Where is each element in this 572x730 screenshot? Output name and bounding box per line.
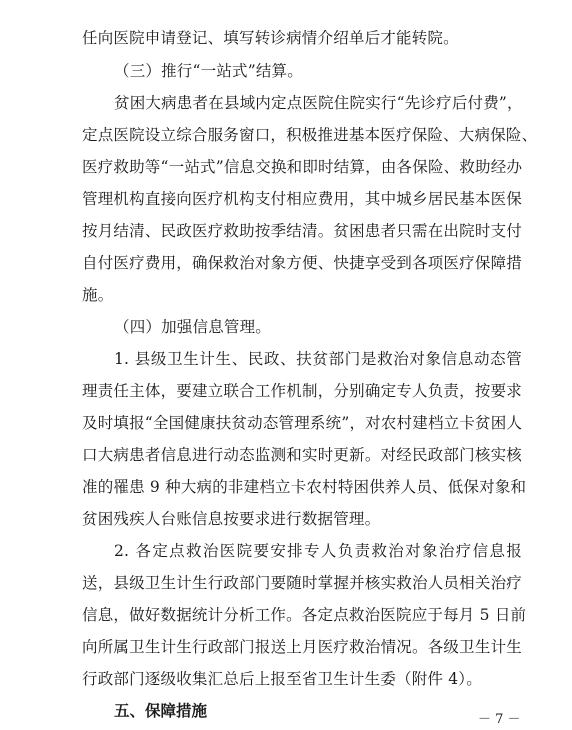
paragraph-line: 行政部门逐级收集汇总后上报至省卫生计生委（附件 4）。 <box>82 670 482 688</box>
section-heading: 五、保障措施 <box>114 702 208 720</box>
paragraph-line: 贫困残疾人台账信息按要求进行数据管理。 <box>82 510 381 528</box>
paragraph-line: 2. 各定点救治医院要安排专人负责救治对象治疗信息报 <box>114 542 522 560</box>
paragraph-line: 1. 县级卫生计生、民政、扶贫部门是救治对象信息动态管 <box>114 350 522 368</box>
paragraph-line: 送，县级卫生计生行政部门要随时掌握并核实救治人员相关治疗 <box>82 574 522 592</box>
paragraph-line: 理责任主体，要建立联合工作机制，分别确定专人负责，按要求 <box>82 382 522 400</box>
page-number: － 7 － <box>478 712 521 727</box>
paragraph-line: 向所属卫生计生行政部门报送上月医疗救治情况。各级卫生计生 <box>82 638 522 656</box>
paragraph-line: 自付医疗费用，确保救治对象方便、快捷享受到各项医疗保障措 <box>82 254 522 272</box>
paragraph-line: 口大病患者信息进行动态监测和实时更新。对经民政部门核实核 <box>82 446 522 464</box>
paragraph-line: 医疗救助等“一站式”信息交换和即时结算，由各保险、救助经办 <box>82 158 523 176</box>
paragraph-line: 准的罹患 9 种大病的非建档立卡农村特困供养人员、低保对象和 <box>82 478 527 496</box>
paragraph-line: 任向医院申请登记、填写转诊病情介绍单后才能转院。 <box>82 29 459 47</box>
subsection-heading: （四）加强信息管理。 <box>114 318 272 336</box>
paragraph-line: 管理机构直接向医疗机构支付相应费用，其中城乡居民基本医保 <box>82 190 522 208</box>
paragraph-line: 按月结清、民政医疗救助按季结清。贫困患者只需在出院时支付 <box>82 222 522 240</box>
subsection-heading: （三）推行“一站式”结算。 <box>114 62 303 80</box>
paragraph-line: 施。 <box>82 286 114 304</box>
paragraph-line: 贫困大病患者在县域内定点医院住院实行“先诊疗后付费”， <box>114 94 523 112</box>
paragraph-line: 及时填报“全国健康扶贫动态管理系统”，对农村建档立卡贫困人 <box>82 414 523 432</box>
paragraph-line: 信息，做好数据统计分析工作。各定点救治医院应于每月 5 日前 <box>82 606 527 624</box>
paragraph-line: 定点医院设立综合服务窗口，积极推进基本医疗保险、大病保险、 <box>82 126 538 144</box>
